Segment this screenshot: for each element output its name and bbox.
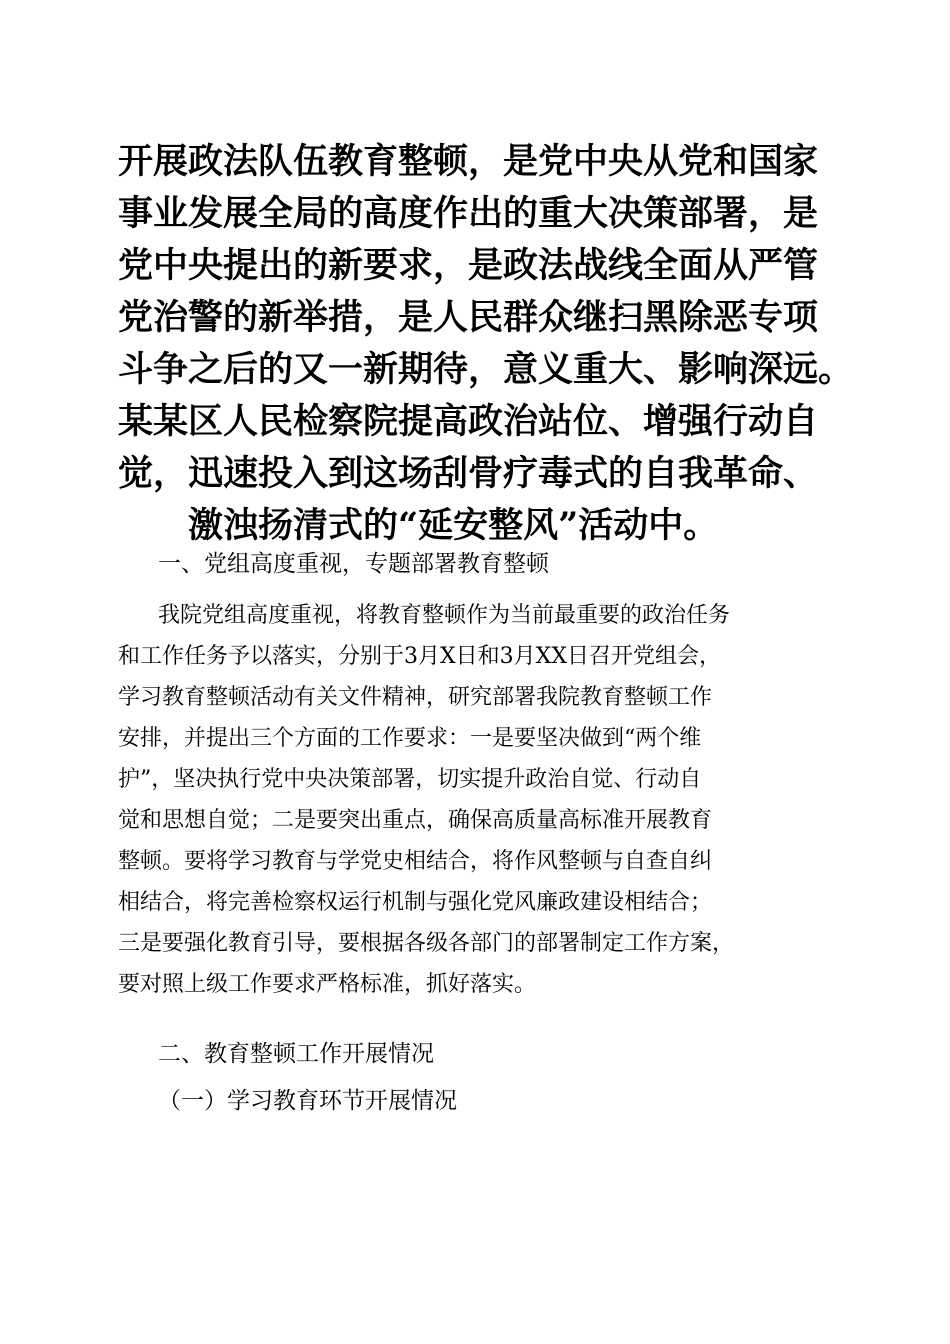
paragraph-line: 三是要强化教育引导，要根据各级各部门的部署制定工作方案，	[118, 931, 735, 956]
lead-line: 某某区人民检察院提高政治站位、增强行动自	[118, 401, 819, 442]
subsection-heading-1: （一）学习教育环节开展情况	[158, 1088, 457, 1114]
section-heading-1: 一、党组高度重视，专题部署教育整顿	[158, 551, 549, 577]
lead-line: 党治警的新举措，是人民群众继扫黑除恶专项	[118, 297, 819, 338]
paragraph-line: 学习教育整顿活动有关文件精神，研究部署我院教育整顿工作	[118, 685, 713, 710]
paragraph-line: 护”，坚决执行党中央决策部署，切实提升政治自觉、行动自	[118, 767, 702, 792]
paragraph-line: 和工作任务予以落实，分别于3月X日和3月XX日召开党组会，	[118, 644, 721, 669]
lead-line: 激浊扬清式的“延安整风”活动中。	[188, 505, 719, 546]
lead-line: 觉，迅速投入到这场刮骨疗毒式的自我革命、	[118, 453, 819, 494]
lead-line: 开展政法队伍教育整顿，是党中央从党和国家	[118, 141, 819, 182]
lead-line: 党中央提出的新要求，是政法战线全面从严管	[118, 245, 819, 286]
paragraph-line: 觉和思想自觉；二是要突出重点，确保高质量高标准开展教育	[118, 808, 713, 833]
section-1-paragraph	[118, 595, 848, 1005]
lead-paragraph	[118, 136, 858, 552]
section-heading-2: 二、教育整顿工作开展情况	[158, 1041, 434, 1067]
lead-line: 斗争之后的又一新期待，意义重大、影响深远。	[118, 349, 854, 390]
lead-line: 事业发展全局的高度作出的重大决策部署，是	[118, 193, 819, 234]
paragraph-line: 要对照上级工作要求严格标准，抓好落实。	[118, 972, 537, 997]
paragraph-line: 相结合，将完善检察权运行机制与强化党风廉政建设相结合；	[118, 890, 713, 915]
paragraph-line: 整顿。要将学习教育与学党史相结合，将作风整顿与自查自纠	[118, 849, 713, 874]
paragraph-line: 安排，并提出三个方面的工作要求：一是要坚决做到“两个维	[118, 726, 702, 751]
paragraph-line: 我院党组高度重视，将教育整顿作为当前最重要的政治任务	[158, 603, 731, 628]
